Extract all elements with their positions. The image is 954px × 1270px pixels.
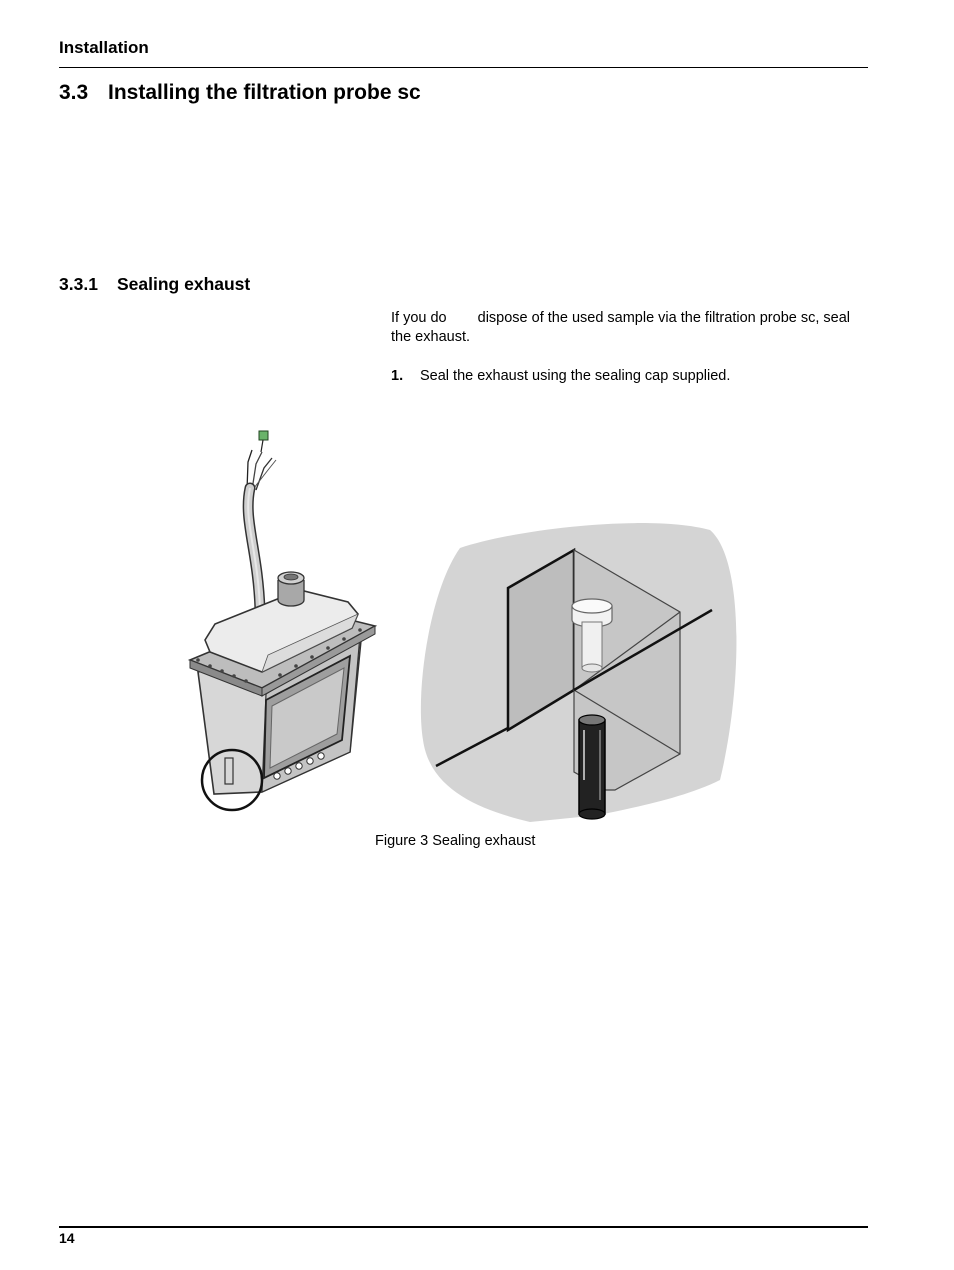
section-number: 3.3 [59, 81, 89, 104]
subsection-number: 3.3.1 [59, 274, 98, 294]
intro-text-part1: If you do [391, 310, 447, 326]
step-item [391, 367, 871, 386]
intro-text-part2: dispose of the used sample via the filtration probe sc, seal the exhaust. [391, 310, 851, 345]
intro-paragraph [391, 309, 871, 347]
filtration-probe-drawing [190, 431, 375, 810]
page-number: 14 [59, 1230, 75, 1246]
section-title: Installing the filtration probe sc [108, 81, 421, 104]
subsection-title: Sealing exhaust [117, 274, 251, 294]
sealing-exhaust-illustration [185, 425, 745, 825]
step-number: 1. [391, 368, 404, 384]
header-divider [59, 67, 868, 68]
exhaust-detail-drawing [421, 523, 737, 822]
footer-divider [59, 1226, 868, 1228]
figure-caption: Figure 3 Sealing exhaust [375, 833, 536, 849]
section-heading [59, 81, 421, 105]
step-text: Seal the exhaust using the sealing cap supplied. [420, 368, 731, 384]
subsection-heading [59, 274, 250, 295]
running-header: Installation [59, 38, 149, 57]
